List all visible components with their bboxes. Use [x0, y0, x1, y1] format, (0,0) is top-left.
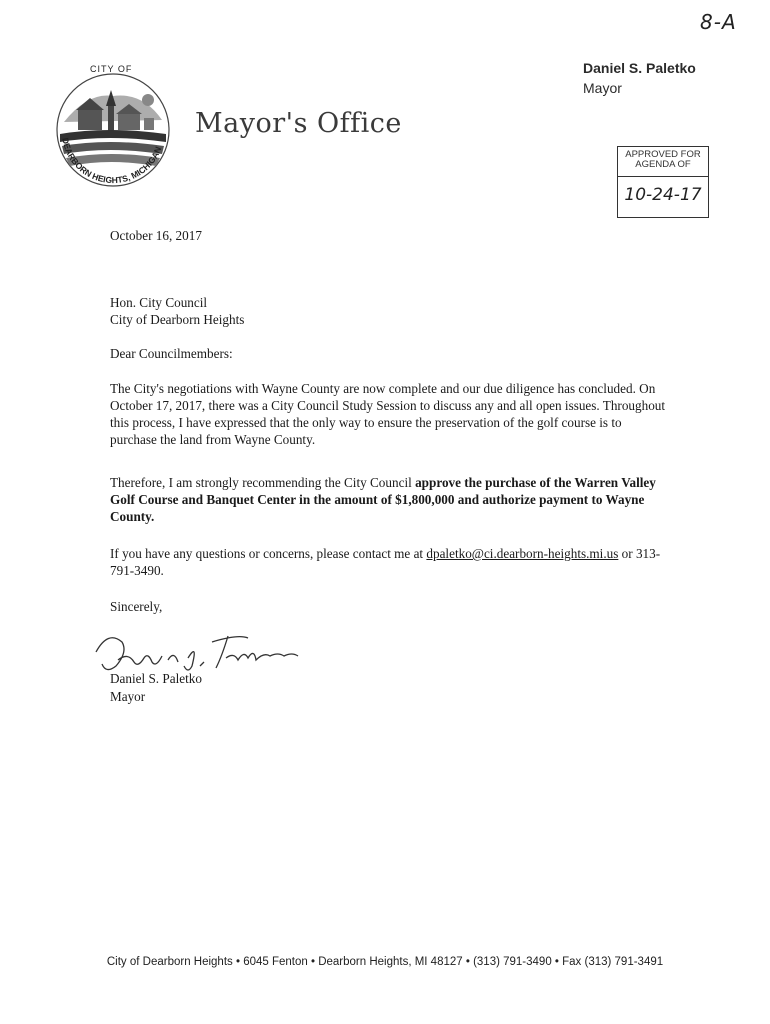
- paragraph-3-tail: or 313-791-3490.: [110, 546, 661, 578]
- signature-name: Daniel S. Paletko: [110, 671, 202, 686]
- header-mayor-name: Daniel S. Paletko: [583, 60, 696, 76]
- addressee-line-2: City of Dearborn Heights: [110, 312, 245, 327]
- paragraph-recommendation: [110, 474, 670, 525]
- salutation: Dear Councilmembers:: [110, 346, 233, 361]
- paragraph-negotiations: [110, 380, 670, 448]
- office-title: Mayor's Office: [195, 108, 402, 139]
- approval-stamp: [617, 146, 709, 218]
- paragraph-2-lead: Therefore, I am strongly recommending the City Council: [110, 475, 416, 490]
- signature-title: Mayor: [110, 689, 146, 704]
- closing: Sincerely,: [110, 599, 163, 614]
- city-seal-logo: [48, 62, 178, 197]
- paragraph-3-lead: If you have any questions or concerns, please contact me at: [110, 546, 427, 561]
- header-mayor-title: Mayor: [583, 80, 622, 96]
- footer-address: City of Dearborn Heights • 6045 Fenton • Dearborn Heights, MI 48127 • (313) 791-3490 • Fax (313) 791-3491: [106, 956, 664, 968]
- email-link[interactable]: dpaletko@ci.dearborn-heights.mi.us: [426, 546, 619, 561]
- paragraph-2-bold: approve the purchase of the Warren Valley Golf Course and Banquet Center in the amount of $1,800,000 and authorize payment to Wayne County.: [110, 475, 656, 524]
- stamp-header: [618, 147, 708, 177]
- seal-ring-text: DEARBORN HEIGHTS, MICHIGAN: [60, 136, 164, 186]
- addressee-line-1: Hon. City Council: [110, 295, 208, 310]
- addressee-block: [110, 294, 244, 328]
- stamp-line-1: APPROVED FOR: [625, 149, 701, 160]
- stamp-handwritten-date: 10-24-17: [624, 185, 702, 205]
- stamp-line-2: AGENDA OF: [635, 159, 691, 170]
- paragraph-contact: [110, 545, 670, 579]
- page-number-mark: 8-A: [700, 10, 737, 34]
- paragraph-1-text: The City's negotiations with Wayne County are now complete and our due diligence has concluded. On October 17, 2017, there was a City Council Study Session to discuss any and all open issues. Throughout this process, I have expressed that the only way to ensure the preservation of the golf course is to purchase the land from Wayne County.: [110, 381, 666, 447]
- letter-date: October 16, 2017: [110, 228, 202, 243]
- seal-city-of-text: CITY OF: [90, 64, 133, 74]
